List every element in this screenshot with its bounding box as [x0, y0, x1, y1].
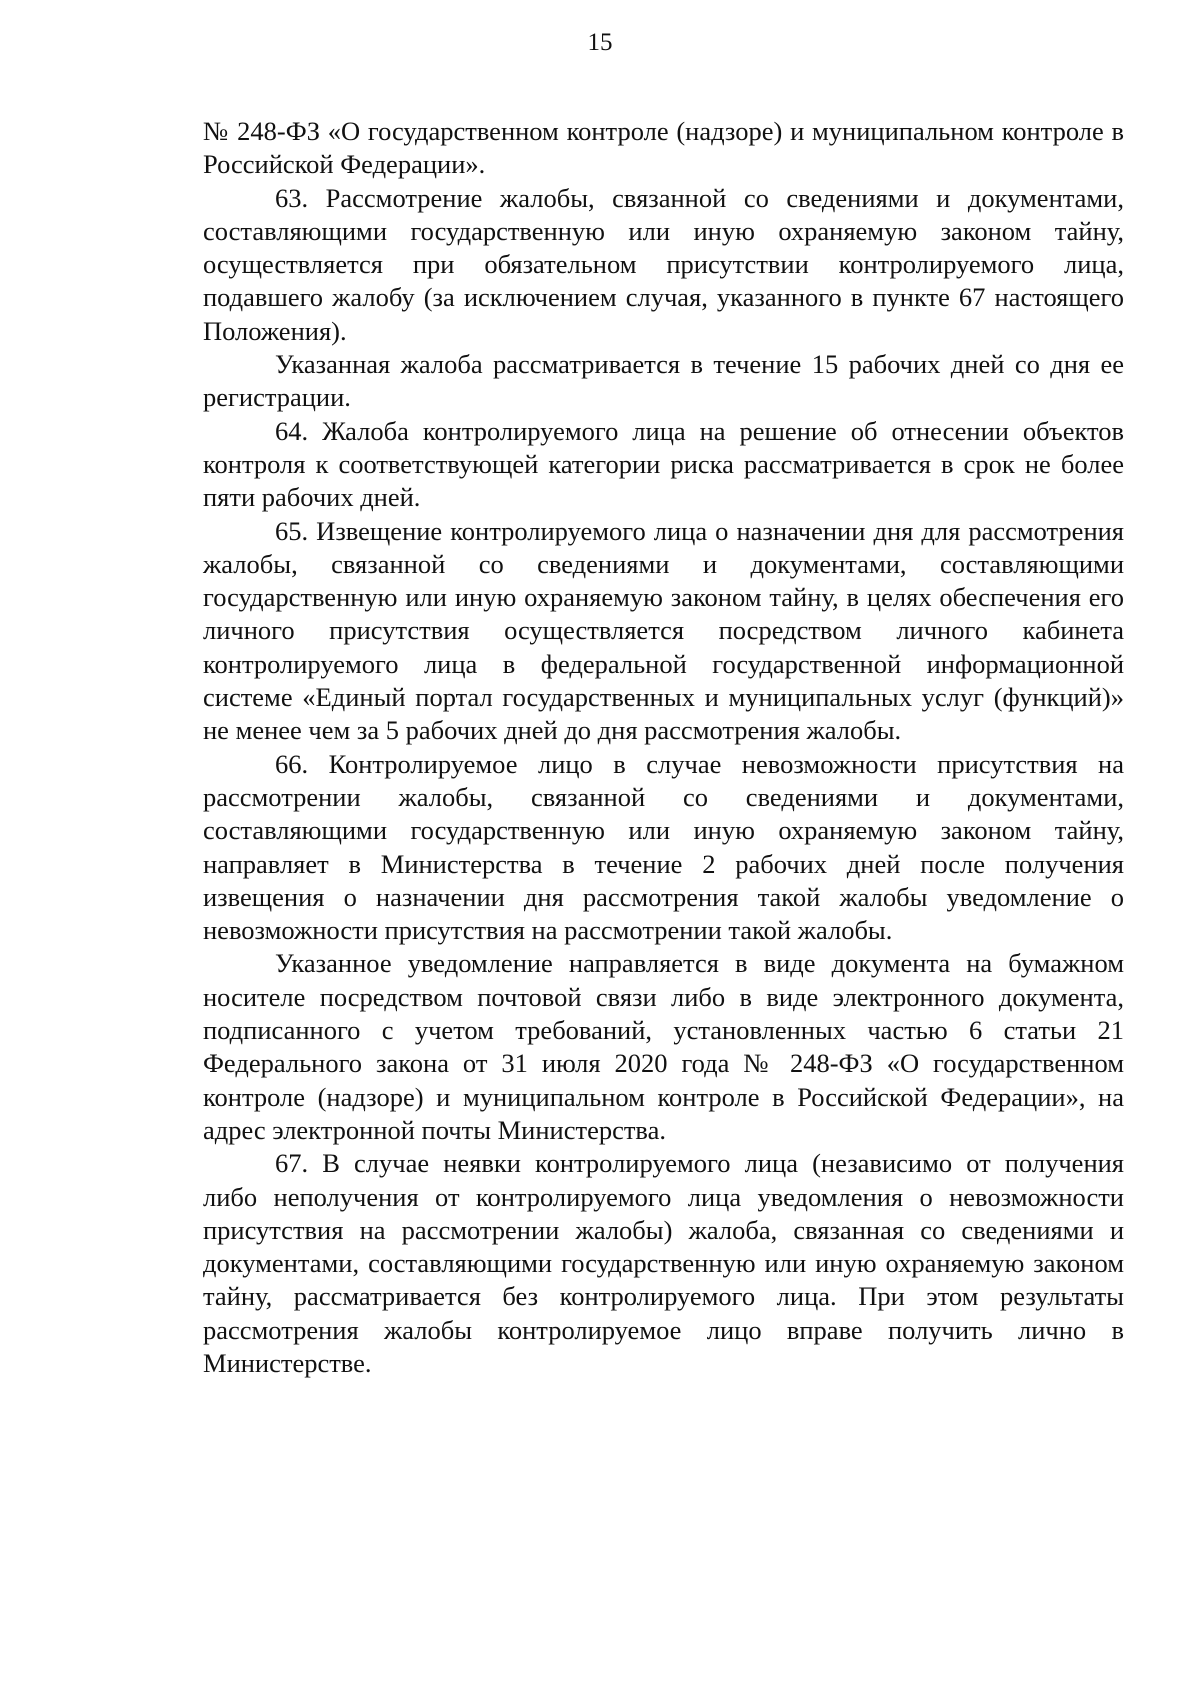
paragraph-item-66: 66. Контролируемое лицо в случае невозможности присутствия на рассмотрении жалобы, связанной со сведениями и документами, составляющими государственную или иную охраняемую законом тайну, направляет в Министерства в течение 2 рабочих дней после получения извещения о назначении дня рассмотрения такой жалобы уведомление о невозможности присутствия на рассмотрении такой жалобы. [203, 748, 1124, 946]
document-body [203, 115, 1124, 1380]
paragraph-item-65: 65. Извещение контролируемого лица о назначении дня для рассмотрения жалобы, связанной со сведениями и документами, составляющими государственную или иную охраняемую законом тайну, в целях обеспечения его личного присутствия осуществляется посредством личного кабинета контролируемого лица в федеральной государственной информационной системе «Единый портал государственных и муниципальных услуг (функций)» не менее чем за 5 рабочих дней до дня рассмотрения жалобы. [203, 515, 1124, 746]
paragraph-item-64: 64. Жалоба контролируемого лица на решение об отнесении объектов контроля к соответствующей категории риска рассматривается в срок не более пяти рабочих дней. [203, 415, 1124, 513]
paragraph-item-67: 67. В случае неявки контролируемого лица (независимо от получения либо неполучения от контролируемого лица уведомления о невозможности присутствия на рассмотрении жалобы) жалоба, связанная со сведениями и документами, составляющими государственную или иную охраняемую законом тайну, рассматривается без контролируемого лица. При этом результаты рассмотрения жалобы контролируемое лицо вправе получить лично в Министерстве. [203, 1148, 1124, 1378]
paragraph-continuation: № 248-ФЗ «О государственном контроле (надзоре) и муниципальном контроле в Российской Федерации». [203, 116, 1124, 180]
paragraph-item-66-notification: Указанное уведомление направляется в виде документа на бумажном носителе посредством почтовой связи либо в виде электронного документа, подписанного с учетом требований, установленных частью 6 статьи 21 Федерального закона от 31 июля 2020 года № 248-ФЗ «О государственном контроле (надзоре) и муниципальном контроле в Российской Федерации», на адрес электронной почты Министерства. [203, 948, 1124, 1145]
page-number: 15 [587, 29, 613, 56]
paragraph-item-63-review-period: Указанная жалоба рассматривается в течение 15 рабочих дней со дня ее регистрации. [203, 349, 1124, 413]
paragraph-item-63: 63. Рассмотрение жалобы, связанной со сведениями и документами, составляющими государственную или иную охраняемую законом тайну, осуществляется при обязательном присутствии контролируемого лица, подавшего жалобу (за исключением случая, указанного в пункте 67 настоящего Положения). [203, 182, 1124, 346]
